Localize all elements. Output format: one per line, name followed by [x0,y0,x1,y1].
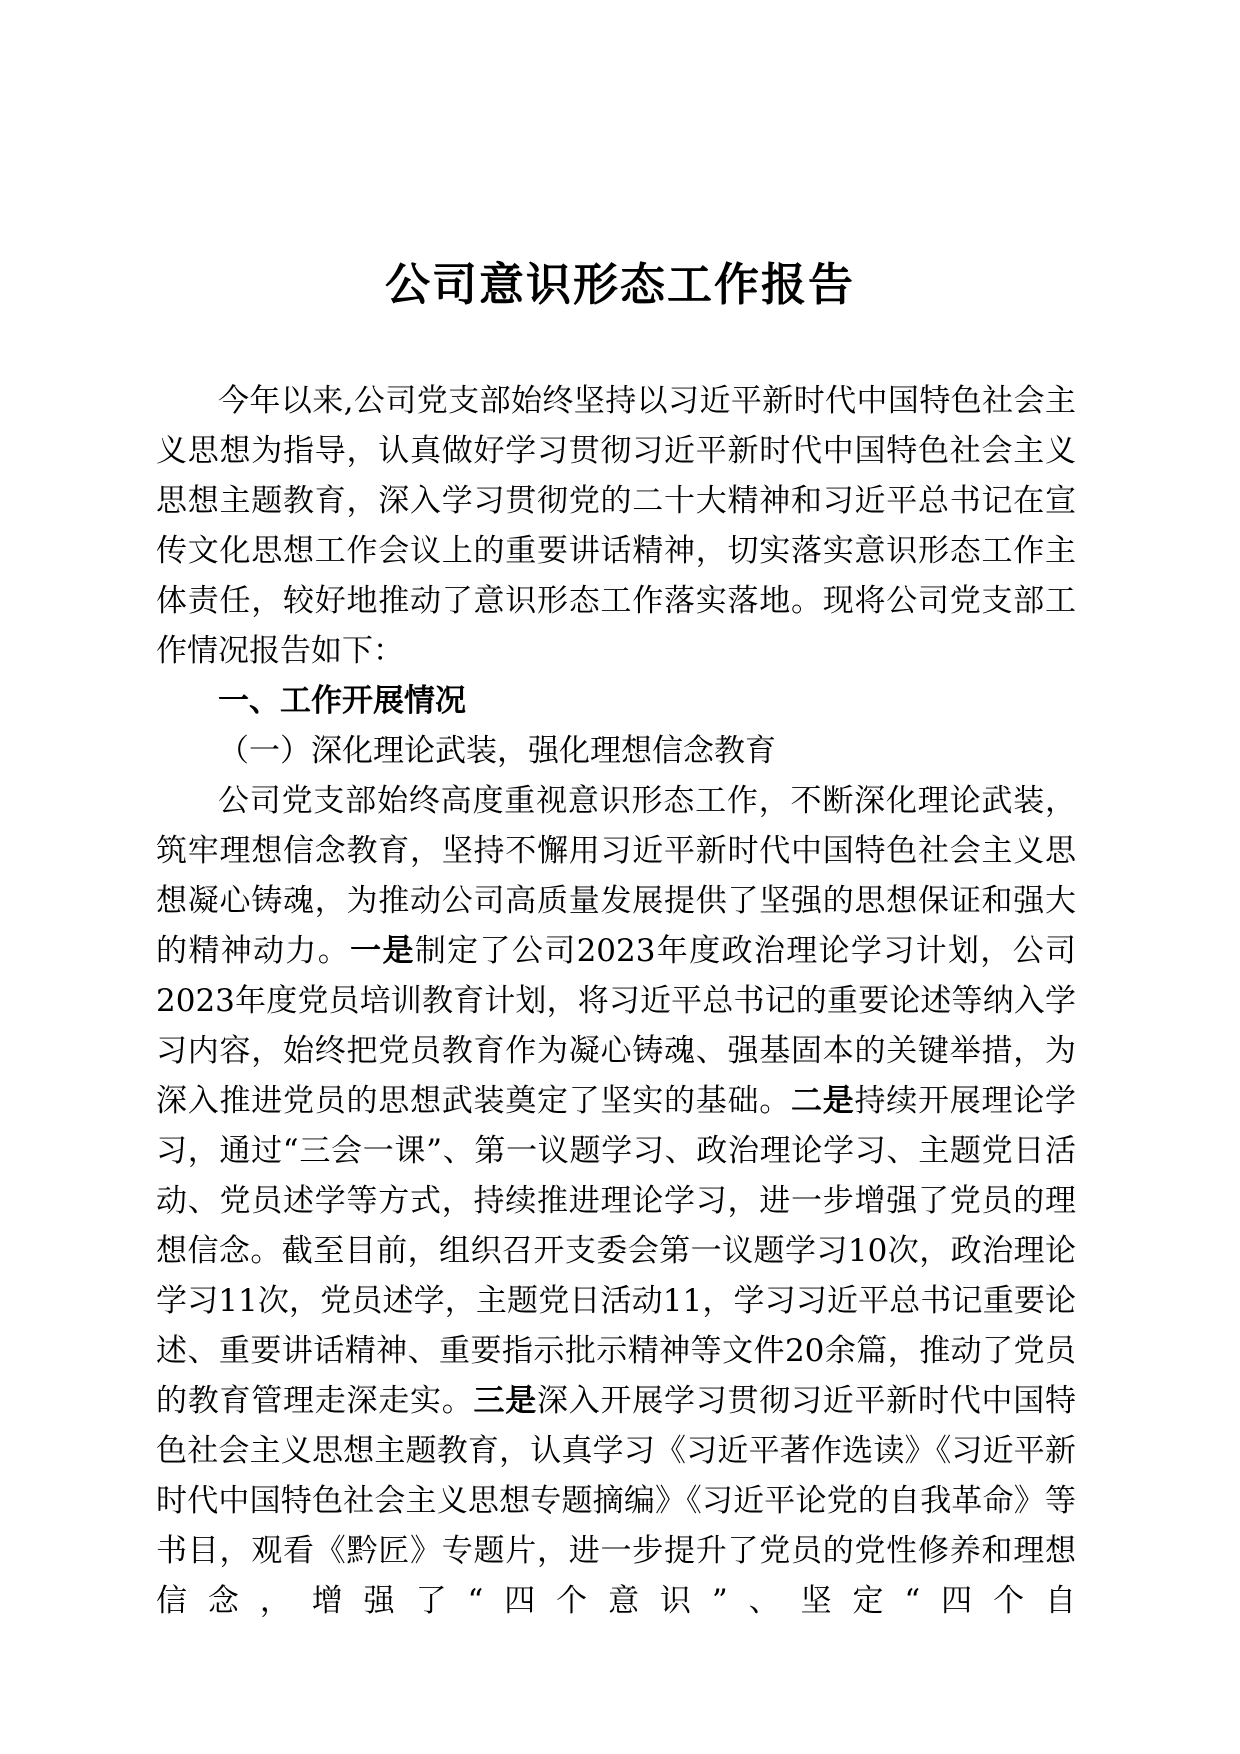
point-text-2: 持续开展理论学习，通过“三会一课”、第一议题学习、政治理论学习、主题党日活动、党员述学等方式，持续推进理论学习，进一步增强了党员的理想信念。截至目前，组织召开支委会第一议题学习10次，政治理论学习11次，党员述学，主题党日活动11，学习习近平总书记重要论述、重要讲话精神、重要指示批示精神等文件20余篇，推动了党员的教育管理走深走实。 [156,1083,1076,1419]
document-body [156,376,1076,1626]
point-text-1: 制定了公司2023年度政治理论学习计划，公司2023年度党员培训教育计划，将习近平总书记的重要论述等纳入学习内容，始终把党员教育作为凝心铸魂、强基固本的关键举措，为深入推进党员的思想武装奠定了坚实的基础。 [156,933,1077,1119]
lead-marker-2: 二是 [791,1083,855,1119]
point-text-3: 深入开展学习贯彻习近平新时代中国特色社会主义思想主题教育，认真学习《习近平著作选读》《习近平新时代中国特色社会主义思想专题摘编》《习近平论党的自我革命》等书目，观看《黔匠》专题片，进一步提升了党员的党性修养和理想信念，增强了“四个意识”、坚定“四个自 [156,1383,1076,1619]
document-title: 公司意识形态工作报告 [384,258,855,311]
section-heading-1: 一、工作开展情况 [218,683,466,719]
body-paragraph-1 [156,776,1076,1626]
lead-marker-1: 一是 [350,933,415,969]
intro-paragraph: 今年以来,公司党支部始终坚持以习近平新时代中国特色社会主义思想为指导，认真做好学习贯彻习近平新时代中国特色社会主义思想主题教育，深入学习贯彻党的二十大精神和习近平总书记在宣传文化思想工作会议上的重要讲话精神，切实落实意识形态工作主体责任，较好地推动了意识形态工作落实落地。现将公司党支部工作情况报告如下： [156,383,1076,669]
lead-marker-3: 三是 [473,1383,537,1419]
paragraph-opening: 公司党支部始终高度重视意识形态工作，不断深化理论武装，筑牢理想信念教育，坚持不懈用习近平新时代中国特色社会主义思想凝心铸魂，为推动公司高质量发展提供了坚强的思想保证和强大的精神动力。 [156,783,1076,969]
subsection-heading-1: （一）深化理论武装，强化理想信念教育 [218,733,776,769]
